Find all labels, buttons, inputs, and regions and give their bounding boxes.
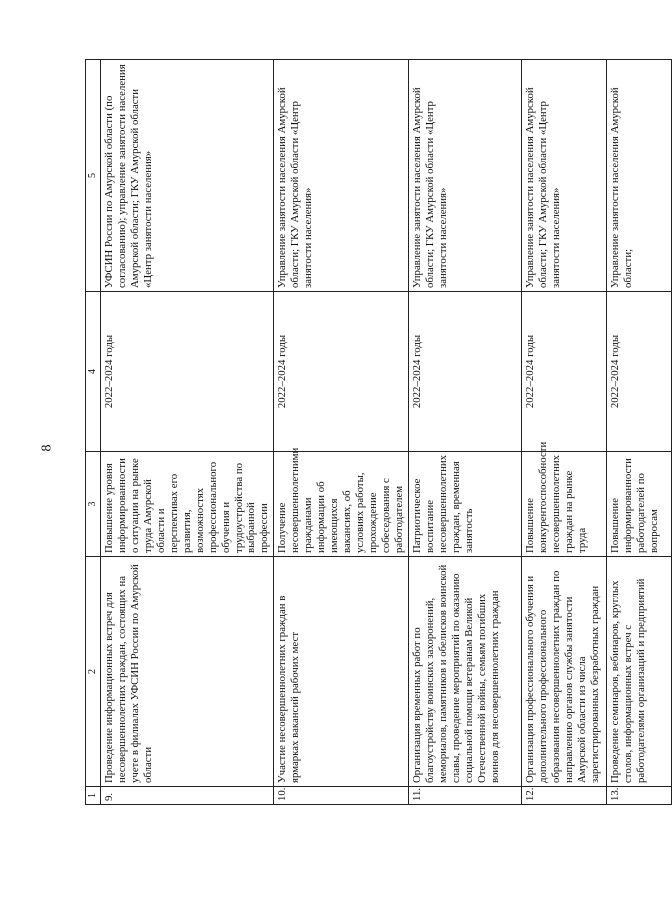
measures-table xyxy=(85,59,672,805)
row-number: 10. xyxy=(274,787,409,805)
table-row xyxy=(274,60,409,805)
result-cell: Повышение конкурентоспособности несовершеннолетних граждан на рынке труда xyxy=(521,452,606,557)
executor-cell: Управление занятости населения Амурской области; ГКУ Амурской области «Центр занятости населения» xyxy=(521,60,606,292)
event-cell: Организация профессионального обучения и дополнительного профессионального образования несовершеннолетних граждан по направлению органов службы занятости Амурской области из числа зарегистрированных безработных граждан xyxy=(521,557,606,787)
event-cell: Организация временных работ по благоустройству воинских захоронений, мемориалов, памятников и обелисков воинской славы, проведение мероприятий по оказанию социальной помощи ветеранам Великой Отечественной войны, семьям погибших воинов для несовершеннолетних граждан xyxy=(408,557,521,787)
table-row xyxy=(606,60,671,805)
table-header-row xyxy=(86,60,101,805)
header-col-2: 2 xyxy=(86,557,101,787)
period-cell: 2022–2024 годы xyxy=(606,292,671,452)
period-cell: 2022–2024 годы xyxy=(408,292,521,452)
row-number: 9. xyxy=(101,787,274,805)
executor-cell: Управление занятости населения Амурской области; ГКУ Амурской области «Центр занятости населения» xyxy=(274,60,409,292)
table-viewport xyxy=(85,60,660,805)
rotated-table-container xyxy=(85,60,660,805)
executor-cell: Управление занятости населения Амурской области; xyxy=(606,60,671,292)
table-row xyxy=(521,60,606,805)
table-row xyxy=(408,60,521,805)
event-cell: Участие несовершеннолетних граждан в ярмарках вакансий рабочих мест xyxy=(274,557,409,787)
page-number: 8 xyxy=(39,444,55,452)
period-cell: 2022–2024 годы xyxy=(101,292,274,452)
header-col-5: 5 xyxy=(86,60,101,292)
result-cell: Повышение информированности работодателей по вопросам xyxy=(606,452,671,557)
event-cell: Проведение информационных встреч для несовершеннолетних граждан, состоящих на учете в филиалах УФСИН России по Амурской области xyxy=(101,557,274,787)
result-cell: Повышение уровня информированности о ситуации на рынке труда Амурской области и перспективах его развития, возможностях профессионального обучения и трудоустройства по выбранной профессии xyxy=(101,452,274,557)
header-col-4: 4 xyxy=(86,292,101,452)
header-col-1: 1 xyxy=(86,787,101,805)
event-cell: Проведение семинаров, вебинаров, круглых столов, информационных встреч с работодателями организаций и предприятий xyxy=(606,557,671,787)
result-cell: Патриотическое воспитание несовершеннолетних граждан, временная занятость xyxy=(408,452,521,557)
period-cell: 2022–2024 годы xyxy=(521,292,606,452)
period-cell: 2022–2024 годы xyxy=(274,292,409,452)
executor-cell: УФСИН России по Амурской области (по согласованию); управление занятости населения Амурской области; ГКУ Амурской области «Центр занятости населения» xyxy=(101,60,274,292)
row-number: 12. xyxy=(521,787,606,805)
executor-cell: Управление занятости населения Амурской области; ГКУ Амурской области «Центр занятости населения» xyxy=(408,60,521,292)
result-cell: Получение несовершеннолетними гражданами информации об имеющихся вакансиях, об условиях работы, прохождение собеседования с работодателем xyxy=(274,452,409,557)
table-row xyxy=(101,60,274,805)
row-number: 13. xyxy=(606,787,671,805)
row-number: 11. xyxy=(408,787,521,805)
header-col-3: 3 xyxy=(86,452,101,557)
